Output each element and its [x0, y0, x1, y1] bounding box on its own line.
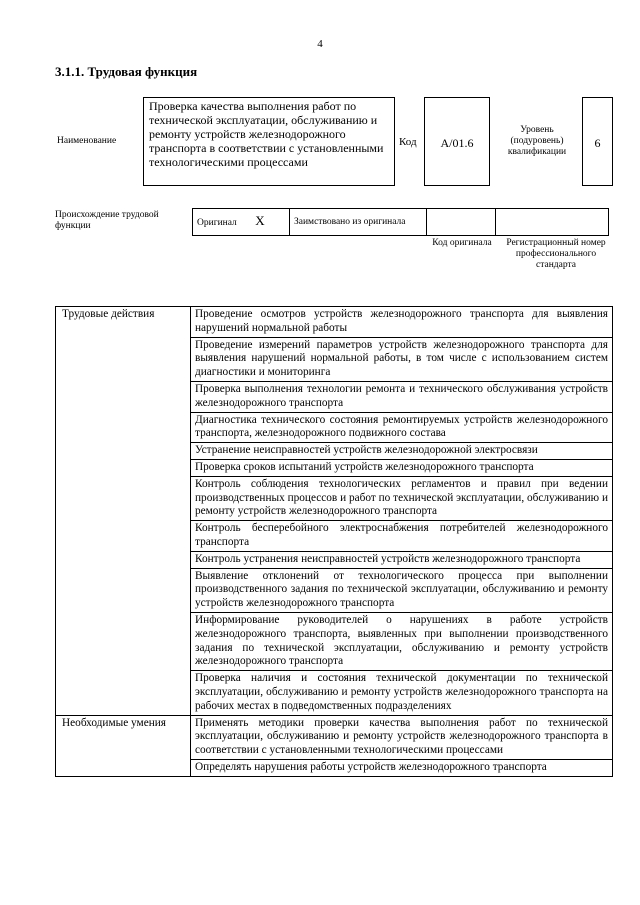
skill-row: [56, 715, 613, 759]
name-label: Наименование: [57, 136, 117, 146]
origin-label: Происхождение трудовой функции: [55, 210, 159, 231]
function-name-box: Проверка качества выполнения работ по технической эксплуатации, обслуживанию и ремонту устройств железнодорожного транспорта в соответствии с установленными технологическими процессами: [143, 97, 395, 186]
original-cell: [193, 209, 290, 236]
qualification-level-box: 6: [582, 97, 613, 186]
labor-action-item: Проверка выполнения технологии ремонта и технического обслуживания устройств железнодорожного транспорта: [191, 381, 613, 412]
section-title: 3.1.1. Трудовая функция: [55, 64, 198, 79]
labor-action-item: Проведение осмотров устройств железнодорожного транспорта для выявления нарушений нормальной работы: [191, 307, 613, 338]
skill-item: Определять нарушения работы устройств железнодорожного транспорта: [191, 759, 613, 776]
labor-action-item: Проверка сроков испытаний устройств железнодорожного транспорта: [191, 459, 613, 476]
qualification-level-label: Уровень (подуровень) квалификации: [507, 125, 567, 157]
origin-reg-caption: Регистрационный номер профессионального стандарта: [506, 238, 606, 270]
code-label: Код: [399, 136, 417, 148]
labor-action-item: Выявление отклонений от технологического процесса при выполнении производственного задания по технической эксплуатации, обслуживанию и ремонту устройств железнодорожного транспорта: [191, 568, 613, 612]
labor-action-category-label: Трудовые действия: [56, 307, 191, 716]
origin-code-cell: [427, 209, 496, 236]
labor-action-item: Проверка наличия и состояния технической документации по технической эксплуатации, обслуживанию и ремонту устройств железнодорожного транспорта на рабочих местах в подведомственных подразделениях: [191, 671, 613, 715]
page-number: 4: [317, 38, 323, 50]
borrowed-label: Заимствовано из оригинала: [290, 209, 427, 236]
labor-action-item: Диагностика технического состояния ремонтируемых устройств железнодорожного транспорта, железнодорожного подвижного состава: [191, 412, 613, 443]
origin-table: [192, 208, 609, 236]
labor-action-item: Контроль соблюдения технологических регламентов и правил при ведении производственных процессов и работ по технической эксплуатации, обслуживанию и ремонту устройств железнодорожного транспорта: [191, 476, 613, 520]
labor-action-item: Контроль устранения неисправностей устройств железнодорожного транспорта: [191, 551, 613, 568]
function-details-table: [55, 306, 613, 777]
labor-action-item: Проведение измерений параметров устройств железнодорожного транспорта для выявления нарушений нормальной работы, в том числе с использованием систем диагностики и мониторинга: [191, 337, 613, 381]
code-value-box: A/01.6: [424, 97, 490, 186]
original-mark: X: [255, 213, 265, 228]
skill-category-label: Необходимые умения: [56, 715, 191, 776]
origin-code-caption: Код оригинала: [432, 238, 492, 248]
labor-action-row: [56, 307, 613, 338]
labor-action-item: Контроль бесперебойного электроснабжения потребителей железнодорожного транспорта: [191, 521, 613, 552]
skill-item: Применять методики проверки качества выполнения работ по технической эксплуатации, обслуживанию и ремонту устройств железнодорожного транспорта в соответствии с установленными технологическими процессами: [191, 715, 613, 759]
labor-action-item: Информирование руководителей о нарушениях в работе устройств железнодорожного транспорта, выявленных при выполнении производственного задания по технической эксплуатации, обслуживанию и ремонту устройств железнодорожного транспорта: [191, 612, 613, 670]
original-label: Оригинал: [197, 218, 237, 228]
origin-reg-number-cell: [496, 209, 609, 236]
labor-action-item: Устранение неисправностей устройств железнодорожной электросвязи: [191, 443, 613, 460]
